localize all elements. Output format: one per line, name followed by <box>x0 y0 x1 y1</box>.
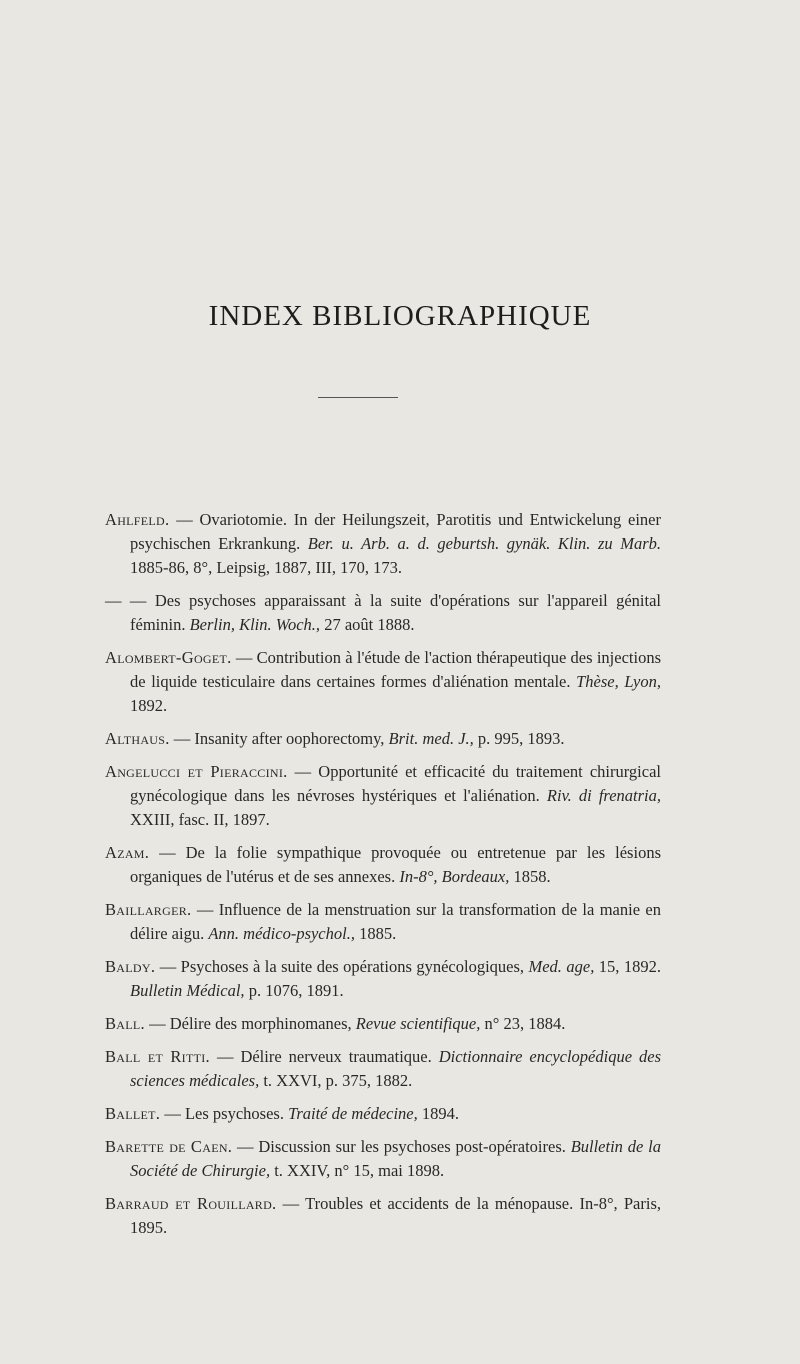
bib-rest-2: p. 1076, 1891. <box>244 981 344 1000</box>
bib-entry <box>105 1012 661 1036</box>
bib-rest: p. 995, 1893. <box>473 729 565 748</box>
bib-text: — Opportunité et efficacité du traitement chirurgical gynécologique dans les névroses hystériques et l'aliénation. <box>130 762 661 805</box>
bib-author: Alombert-Goget. <box>105 648 232 667</box>
bib-rest: XXIII, fasc. II, 1897. <box>130 810 270 829</box>
bib-text: — Troubles et accidents de la ménopause. In-8°, Paris, 1895. <box>130 1194 661 1237</box>
bib-author: Barraud et Rouillard. <box>105 1194 277 1213</box>
bib-source: Ann. médico-psychol., <box>208 924 355 943</box>
bib-text: — Délire nerveux traumatique. <box>209 1047 439 1066</box>
bib-source-2: Bulletin Médical, <box>130 981 245 1000</box>
bib-text: Des psychoses apparaissant à la suite d'opérations sur l'appareil génital féminin. <box>130 591 661 634</box>
bib-source: Bulletin de la Société de Chirurgie, <box>130 1137 661 1180</box>
bibliography-list <box>105 508 661 1249</box>
page-title: INDEX BIBLIOGRAPHIQUE <box>208 300 592 332</box>
bib-source: Riv. di frenatria, <box>546 786 661 805</box>
bib-author: Baillarger. <box>105 900 192 919</box>
bib-source: In-8°, Bordeaux, <box>399 867 510 886</box>
bib-source: Dictionnaire encyclopédique des sciences médicales, <box>130 1047 662 1090</box>
bib-text: — Les psychoses. <box>160 1104 289 1123</box>
bib-text: — Ovariotomie. In der Heilungszeit, Parotitis und Entwickelung einer psychischen Erkrankung. <box>130 510 661 553</box>
bib-text: — Délire des morphinomanes, <box>144 1014 356 1033</box>
bib-text: — Discussion sur les psychoses post-opératoires. <box>232 1137 571 1156</box>
bib-text: — De la folie sympathique provoquée ou entretenue par les lésions organiques de l'utérus et de ses annexes. <box>130 843 661 886</box>
bib-author: Azam. <box>105 843 150 862</box>
bib-author: Baldy. <box>105 957 156 976</box>
bib-rest: 15, 1892. <box>594 957 661 976</box>
bib-source: Traité de médecine, <box>288 1104 418 1123</box>
bib-source: Ber. u. Arb. a. d. geburtsh. gynäk. Klin. zu Marb. <box>307 534 661 553</box>
bib-rest: 1885. <box>354 924 397 943</box>
bib-entry <box>105 727 661 751</box>
bib-source: Berlin, Klin. Woch., <box>189 615 321 634</box>
bib-rest: 1858. <box>509 867 551 886</box>
bib-rest: t. XXIV, n° 15, mai 1898. <box>270 1161 445 1180</box>
bib-author: Althaus. <box>105 729 170 748</box>
bib-entry <box>105 1102 661 1126</box>
bib-source: Revue scientifique, <box>355 1014 481 1033</box>
bib-entry <box>105 760 661 832</box>
bib-text: — Psychoses à la suite des opérations gynécologiques, <box>155 957 529 976</box>
bib-entry <box>105 508 661 580</box>
bib-entry <box>105 898 661 946</box>
title-divider <box>318 397 398 398</box>
bib-entry <box>105 1135 661 1183</box>
bib-source: Med. age, <box>528 957 595 976</box>
bib-author: Angelucci et Pieraccini. <box>105 762 288 781</box>
bib-rest: t. XXVI, p. 375, 1882. <box>259 1071 413 1090</box>
bib-rest: n° 23, 1884. <box>480 1014 566 1033</box>
bib-text: — Insanity after oophorectomy, <box>169 729 389 748</box>
bib-author: Ahlfeld. <box>105 510 170 529</box>
bib-rest: 1894. <box>417 1104 459 1123</box>
bib-rest: 1885-86, 8°, Leipsig, 1887, III, 170, 173. <box>130 558 402 577</box>
bib-entry <box>105 646 661 718</box>
bib-rest: 27 août 1888. <box>320 615 415 634</box>
bib-entry <box>105 1192 661 1240</box>
bib-entry <box>105 841 661 889</box>
bib-author: Ball et Ritti. <box>105 1047 210 1066</box>
bib-author: Ball. <box>105 1014 145 1033</box>
bib-source: Thèse, Lyon, <box>576 672 661 691</box>
bib-entry <box>105 1045 661 1093</box>
bib-text: — Influence de la menstruation sur la transformation de la manie en délire aigu. <box>130 900 661 943</box>
bib-author: — — <box>105 591 147 610</box>
bib-entry <box>105 589 661 637</box>
bib-author: Ballet. <box>105 1104 161 1123</box>
bib-rest: 1892. <box>130 696 168 715</box>
bib-author: Barette de Caen. <box>105 1137 233 1156</box>
bib-entry <box>105 955 661 1003</box>
bib-text: — Contribution à l'étude de l'action thérapeutique des injections de liquide testiculaire dans certaines formes d'aliénation mentale. <box>130 648 661 691</box>
bib-source: Brit. med. J., <box>388 729 474 748</box>
